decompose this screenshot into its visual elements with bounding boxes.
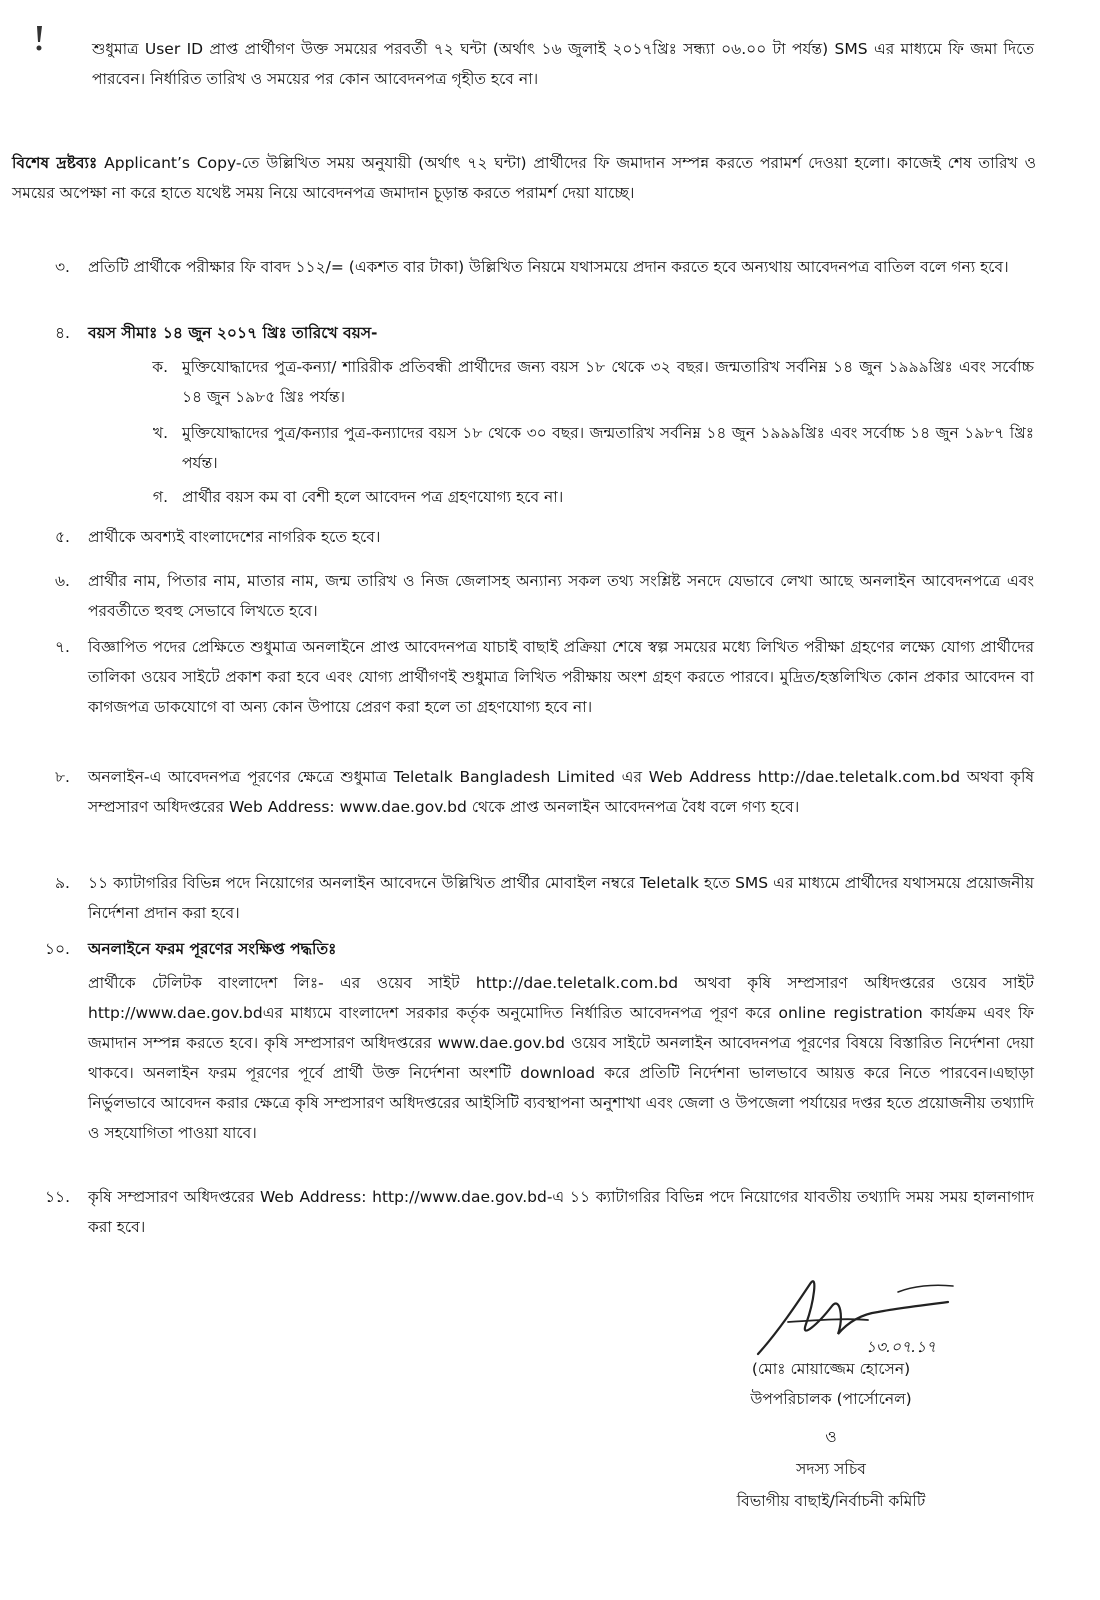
item-8-text: অনলাইন-এ আবেদনপত্র পূরণের ক্ষেত্রে শুধুমাত্র Teletalk Bangladesh Limited এর Web Address http://dae.teletalk.com.bd অথবা কৃষি সম্প্রসারণ অধিদপ্তরের Web Address: www.dae.gov.bd থেকে প্রাপ্ত অনলাইন আবেদনপত্র বৈধ বলে গণ্য হবে। (88, 768, 1034, 816)
item-3-text: প্রতিটি প্রার্থীকে পরীক্ষার ফি বাবদ ১১২/= (একশত বার টাকা) উল্লিখিত নিয়মে যথাসময়ে প্রদান করতে হবে অন্যথায় আবেদনপত্র বাতিল বলে গন্য হবে। (88, 258, 1009, 276)
signatory-title: উপপরিচালক (পার্সোনেল) (750, 1390, 912, 1408)
item-9-number: ৯. (55, 874, 70, 892)
item-8-number: ৮. (55, 768, 70, 786)
item-9-text: ১১ ক্যাটাগরির বিভিন্ন পদে নিয়োগের অনলাইন আবেদনে উল্লিখিত প্রার্থীর মোবাইল নম্বরে Teletalk হতে SMS এর মাধ্যমে প্রার্থীদের যথাসময়ে প্রয়োজনীয় নির্দেশনা প্রদান করা হবে। (88, 874, 1034, 922)
item-4-number: ৪. (55, 324, 70, 342)
item-4-sub-ga-number: গ. (152, 488, 168, 506)
item-11-number: ১১. (44, 1188, 70, 1206)
item-6-text: প্রার্থীর নাম, পিতার নাম, মাতার নাম, জন্ম তারিখ ও নিজ জেলাসহ অন্যান্য সকল তথ্য সংশ্লিষ্ট সনদে যেভাবে লেখা আছে অনলাইন আবেদনপত্রে এবং পরবর্তীতে হুবহু সেভাবে লিখতে হবে। (88, 572, 1034, 620)
signatory-name: (মোঃ মোয়াজ্জেম হোসেন) (751, 1360, 911, 1378)
item-7-text: বিজ্ঞাপিত পদের প্রেক্ষিতে শুধুমাত্র অনলাইনে প্রাপ্ত আবেদনপত্র যাচাই বাছাই প্রক্রিয়া শেষে স্বল্প সময়ের মধ্যে লিখিত পরীক্ষা গ্রহণের লক্ষ্যে যোগ্য প্রার্থীদের তালিকা ওয়েব সাইটে প্রকাশ করা হবে এবং যোগ্য প্রার্থীগণই শুধুমাত্র লিখিত পরীক্ষায় অংশ গ্রহণ করতে পারবে। মুদ্রিত/হস্তলিখিত কোন প্রকার আবেদন বা কাগজপত্র ডাকযোগে বা অন্য কোন উপায়ে প্রেরণ করা হলে তা গ্রহণযোগ্য হবে না। (88, 638, 1034, 716)
signature-date: ১৩.০৭.১৭ (865, 1338, 937, 1356)
signatory-conjunction: ও (825, 1428, 837, 1446)
item-4-heading: বয়স সীমাঃ ১৪ জুন ২০১৭ খ্রিঃ তারিখে বয়স- (88, 324, 378, 342)
item-4-sub-kha-text: মুক্তিযোদ্ধাদের পুত্র/কন্যার পুত্র-কন্যাদের বয়স ১৮ থেকে ৩০ বছর। জন্মতারিখ সর্বনিম্ন ১৪ জুন ১৯৯৯খ্রিঃ এবং সর্বোচ্চ ১৪ জুন ১৯৮৭ খ্রিঃ পর্যন্ত। (182, 424, 1034, 472)
intro-paragraph: শুধুমাত্র User ID প্রাপ্ত প্রার্থীগণ উক্ত সময়ের পরবর্তী ৭২ ঘন্টা (অর্থাৎ ১৬ জুলাই ২০১৭খ্রিঃ সন্ধ্যা ০৬.০০ টা পর্যন্ত) SMS এর মাধ্যমে ফি জমা দিতে পারবেন। নির্ধারিত তারিখ ও সময়ের পর কোন আবেদনপত্র গৃহীত হবে না। (92, 40, 1034, 88)
item-5-number: ৫. (55, 528, 70, 546)
item-10-text: প্রার্থীকে টেলিটক বাংলাদেশ লিঃ- এর ওয়েব সাইট http://dae.teletalk.com.bd অথবা কৃষি সম্প্রসারণ অধিদপ্তরের ওয়েব সাইট http://www.dae.gov.bdএর মাধ্যমে বাংলাদেশ সরকার কর্তৃক অনুমোদিত নির্ধারিত আবেদনপত্র পূরণ করে online registration কার্যক্রম এবং ফি জমাদান সম্পন্ন করতে হবে। কৃষি সম্প্রসারণ অধিদপ্তরের www.dae.gov.bd ওয়েব সাইটে অনলাইন আবেদনপত্র পূরণের বিষয়ে বিস্তারিত নির্দেশনা দেয়া থাকবে। অনলাইন ফরম পূরণের পূর্বে প্রার্থী উক্ত নির্দেশনা অংশটি download করে প্রতিটি নির্দেশনা ভালভাবে আয়ত্ত করে নিতে পারবেন।এছাড়া নির্ভুলভাবে আবেদন করার ক্ষেত্রে কৃষি সম্প্রসারণ অধিদপ্তরের আইসিটি ব্যবস্থাপনা অনুশাখা এবং জেলা ও উপজেলা পর্যায়ের দপ্তর হতে প্রয়োজনীয় তথ্যাদি ও সহযোগিতা পাওয়া যাবে। (88, 974, 1034, 1142)
item-4-sub-kha-number: খ. (152, 424, 168, 442)
item-10-number: ১০. (44, 940, 70, 958)
special-note-text: Applicant’s Copy-তে উল্লিখিত সময় অনুযায়ী (অর্থাৎ ৭২ ঘন্টা) প্রার্থীদের ফি জমাদান সম্পন্ন করতে পরামর্শ দেওয়া হলো। কাজেই শেষ তারিখ ও সময়ের অপেক্ষা না করে হাতে যথেষ্ট সময় নিয়ে আবেদনপত্র জমাদান চূড়ান্ত করতে পরামর্শ দেয়া যাচ্ছে। (12, 154, 1036, 202)
item-7-number: ৭. (54, 638, 70, 656)
item-3-number: ৩. (54, 258, 70, 276)
item-10-heading: অনলাইনে ফরম পূরণের সংক্ষিপ্ত পদ্ধতিঃ (88, 940, 337, 958)
item-5-text: প্রার্থীকে অবশ্যই বাংলাদেশের নাগরিক হতে হবে। (88, 528, 381, 546)
special-note (12, 148, 1036, 208)
item-6-number: ৬. (54, 572, 70, 590)
item-11-text: কৃষি সম্প্রসারণ অধিদপ্তরের Web Address: http://www.dae.gov.bd-এ ১১ ক্যাটাগরির বিভিন্ন পদে নিয়োগের যাবতীয় তথ্যাদি সময় সময় হালনাগাদ করা হবে। (88, 1188, 1034, 1236)
item-4-sub-ka-number: ক. (152, 358, 168, 376)
special-note-label: বিশেষ দ্রষ্টব্যঃ (12, 154, 98, 172)
exclamation-mark-icon (33, 24, 45, 52)
item-4-sub-ka-text: মুক্তিযোদ্ধাদের পুত্র-কন্যা/ শারিরীক প্রতিবন্ধী প্রার্থীদের জন্য বয়স ১৮ থেকে ৩২ বছর। জন্মতারিখ সর্বনিম্ন ১৪ জুন ১৯৯৯খ্রিঃ এবং সর্বোচ্চ ১৪ জুন ১৯৮৫ খ্রিঃ পর্যন্ত। (182, 358, 1034, 406)
signatory-committee: বিভাগীয় বাছাই/নির্বাচনী কমিটি (736, 1492, 926, 1510)
signatory-role: সদস্য সচিব (796, 1460, 866, 1478)
item-4-sub-ga-text: প্রার্থীর বয়স কম বা বেশী হলে আবেদন পত্র গ্রহণযোগ্য হবে না। (182, 488, 564, 506)
